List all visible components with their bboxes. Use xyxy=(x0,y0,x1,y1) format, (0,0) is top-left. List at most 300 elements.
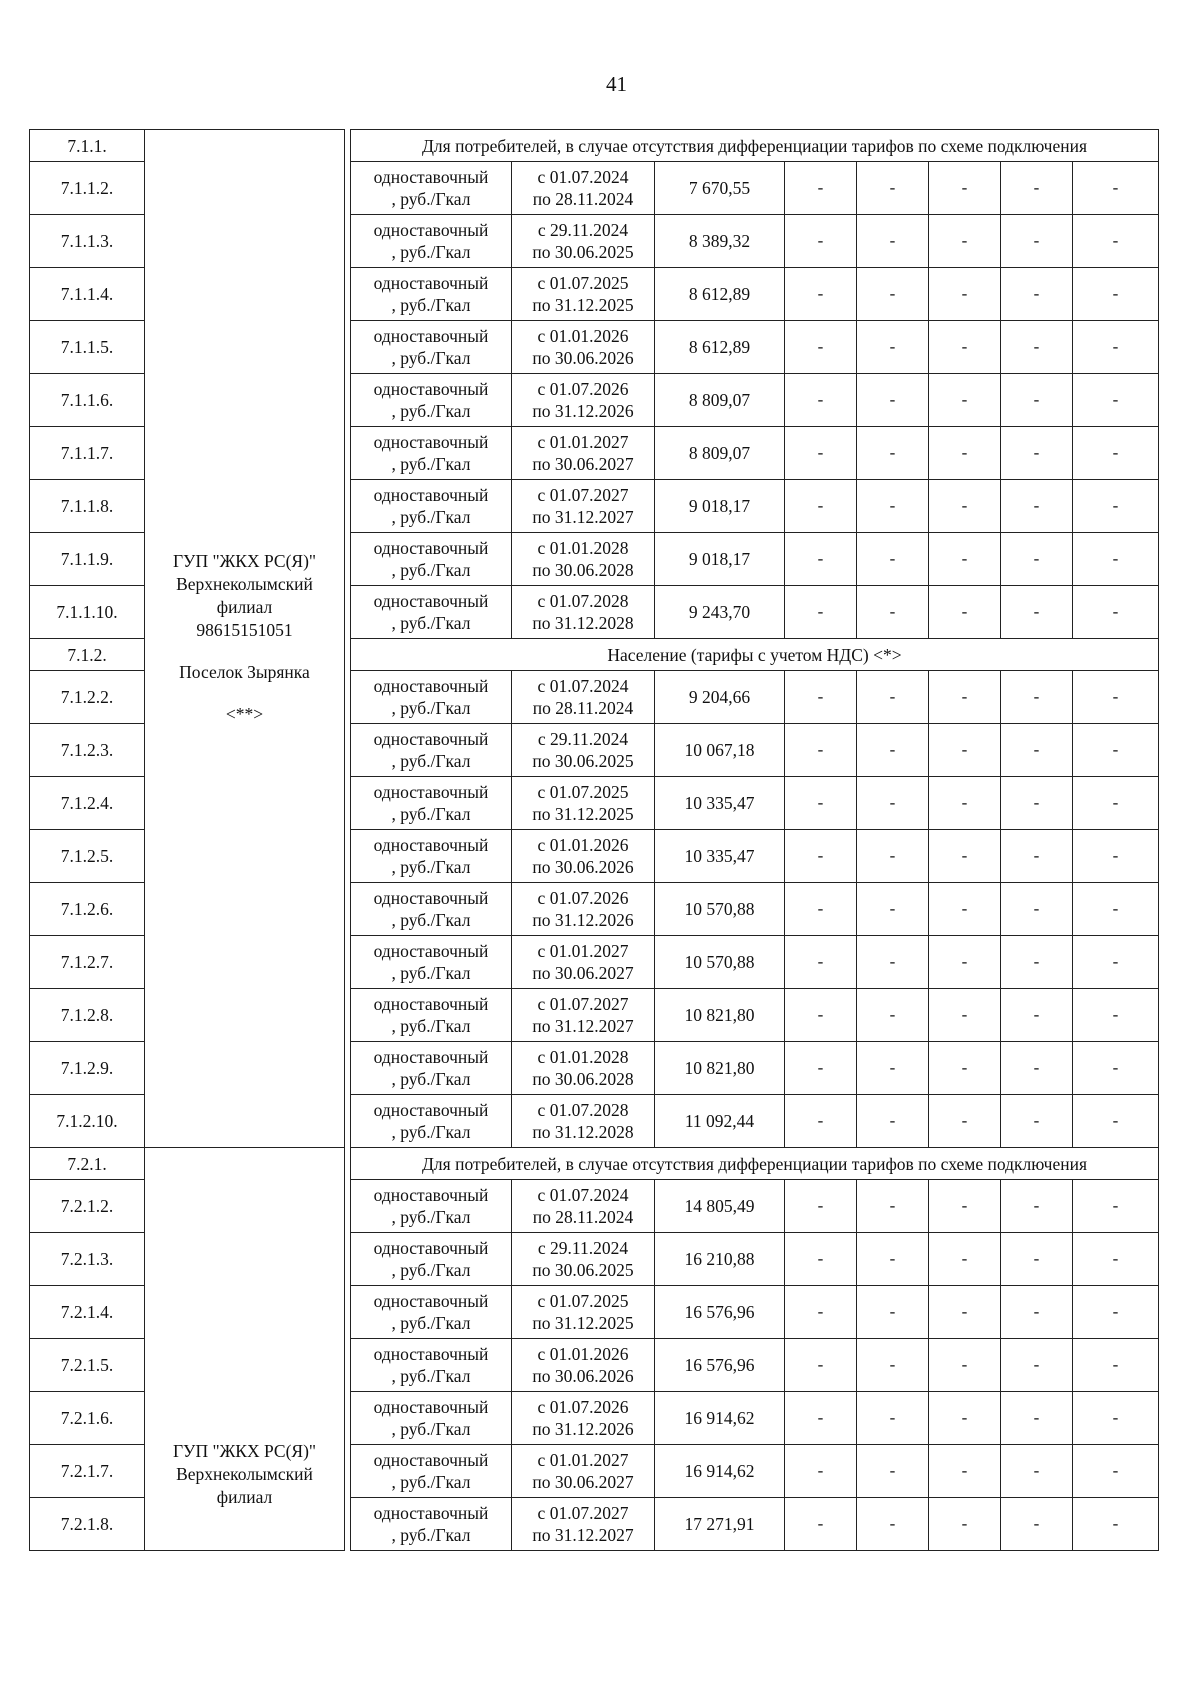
empty-value-dash: - xyxy=(785,777,857,830)
empty-value-dash: - xyxy=(1073,1180,1159,1233)
tariff-value: 9 204,66 xyxy=(655,671,785,724)
empty-value-dash: - xyxy=(1001,268,1073,321)
tariff-type: одноставочный xyxy=(373,888,489,908)
period-cell xyxy=(512,321,655,374)
period-from: с 01.07.2025 xyxy=(537,1291,629,1311)
row-number: 7.1.2.8. xyxy=(30,989,145,1042)
period-cell xyxy=(512,1445,655,1498)
tariff-unit: , руб./Гкал xyxy=(391,401,471,421)
period-to: по 31.12.2028 xyxy=(532,1122,634,1142)
tariff-type: одноставочный xyxy=(373,1238,489,1258)
period-to: по 30.06.2028 xyxy=(532,1069,634,1089)
period-from: с 01.07.2024 xyxy=(537,1185,629,1205)
empty-value-dash: - xyxy=(1001,1445,1073,1498)
tariff-type-cell xyxy=(351,321,512,374)
empty-value-dash: - xyxy=(785,374,857,427)
tariff-type-cell xyxy=(351,1445,512,1498)
empty-value-dash: - xyxy=(857,830,929,883)
empty-value-dash: - xyxy=(1073,830,1159,883)
tariff-type-cell xyxy=(351,1095,512,1148)
period-from: с 01.01.2028 xyxy=(537,538,629,558)
organization-spacer xyxy=(147,642,342,661)
period-to: по 28.11.2024 xyxy=(532,1207,634,1227)
tariff-unit: , руб./Гкал xyxy=(391,454,471,474)
tariff-type-cell xyxy=(351,374,512,427)
empty-value-dash: - xyxy=(1001,374,1073,427)
tariff-type-cell xyxy=(351,671,512,724)
organization-branch2: филиал xyxy=(216,597,273,617)
empty-value-dash: - xyxy=(1073,1339,1159,1392)
period-from: с 01.01.2027 xyxy=(537,941,629,961)
organization-spacer xyxy=(147,684,342,703)
empty-value-dash: - xyxy=(1073,374,1159,427)
empty-value-dash: - xyxy=(1073,1233,1159,1286)
empty-value-dash: - xyxy=(857,1498,929,1551)
tariff-unit: , руб./Гкал xyxy=(391,1313,471,1333)
period-from: с 01.07.2027 xyxy=(537,1503,629,1523)
tariff-table-body xyxy=(30,130,1159,1551)
tariff-unit: , руб./Гкал xyxy=(391,1525,471,1545)
tariff-unit: , руб./Гкал xyxy=(391,857,471,877)
empty-value-dash: - xyxy=(785,1339,857,1392)
period-to: по 31.12.2027 xyxy=(532,507,634,527)
empty-value-dash: - xyxy=(1073,671,1159,724)
tariff-type: одноставочный xyxy=(373,326,489,346)
period-cell xyxy=(512,1180,655,1233)
tariff-value: 10 335,47 xyxy=(655,777,785,830)
tariff-value: 7 670,55 xyxy=(655,162,785,215)
empty-value-dash: - xyxy=(785,936,857,989)
empty-value-dash: - xyxy=(929,830,1001,883)
tariff-type: одноставочный xyxy=(373,1100,489,1120)
tariff-value: 8 809,07 xyxy=(655,374,785,427)
row-number: 7.1.2.9. xyxy=(30,1042,145,1095)
tariff-type: одноставочный xyxy=(373,1450,489,1470)
empty-value-dash: - xyxy=(1073,1286,1159,1339)
organization-branch2: филиал xyxy=(216,1487,273,1507)
period-cell xyxy=(512,586,655,639)
empty-value-dash: - xyxy=(785,1498,857,1551)
empty-value-dash: - xyxy=(929,321,1001,374)
empty-value-dash: - xyxy=(929,989,1001,1042)
organization-branch: Верхнеколымский xyxy=(176,574,313,594)
empty-value-dash: - xyxy=(1073,777,1159,830)
empty-value-dash: - xyxy=(929,777,1001,830)
empty-value-dash: - xyxy=(785,215,857,268)
empty-value-dash: - xyxy=(857,724,929,777)
organization-note: <**> xyxy=(225,704,264,724)
empty-value-dash: - xyxy=(929,268,1001,321)
tariff-type-cell xyxy=(351,1498,512,1551)
tariff-value: 10 570,88 xyxy=(655,883,785,936)
empty-value-dash: - xyxy=(1073,936,1159,989)
empty-value-dash: - xyxy=(857,989,929,1042)
empty-value-dash: - xyxy=(857,1286,929,1339)
empty-value-dash: - xyxy=(929,1180,1001,1233)
page-number: 41 xyxy=(606,72,627,96)
tariff-unit: , руб./Гкал xyxy=(391,1366,471,1386)
period-from: с 29.11.2024 xyxy=(537,1238,629,1258)
empty-value-dash: - xyxy=(857,1445,929,1498)
period-from: с 01.01.2026 xyxy=(537,835,629,855)
empty-value-dash: - xyxy=(1073,215,1159,268)
empty-value-dash: - xyxy=(1001,671,1073,724)
tariff-value: 11 092,44 xyxy=(655,1095,785,1148)
empty-value-dash: - xyxy=(1001,777,1073,830)
tariff-type: одноставочный xyxy=(373,220,489,240)
empty-value-dash: - xyxy=(857,1180,929,1233)
row-number: 7.1.1.4. xyxy=(30,268,145,321)
empty-value-dash: - xyxy=(929,427,1001,480)
row-number: 7.1.2.3. xyxy=(30,724,145,777)
period-cell xyxy=(512,1392,655,1445)
tariff-type: одноставочный xyxy=(373,782,489,802)
organization-settlement: Поселок Зырянка xyxy=(179,662,310,682)
empty-value-dash: - xyxy=(1073,586,1159,639)
tariff-type: одноставочный xyxy=(373,273,489,293)
tariff-type: одноставочный xyxy=(373,994,489,1014)
tariff-type-cell xyxy=(351,586,512,639)
period-from: с 01.07.2027 xyxy=(537,485,629,505)
organization-info xyxy=(147,130,342,726)
period-from: с 01.01.2026 xyxy=(537,326,629,346)
row-number: 7.2.1.7. xyxy=(30,1445,145,1498)
empty-value-dash: - xyxy=(929,374,1001,427)
period-cell xyxy=(512,1339,655,1392)
empty-value-dash: - xyxy=(785,268,857,321)
empty-value-dash: - xyxy=(1001,162,1073,215)
tariff-type: одноставочный xyxy=(373,591,489,611)
period-cell xyxy=(512,936,655,989)
tariff-unit: , руб./Гкал xyxy=(391,1016,471,1036)
organization-info xyxy=(147,1148,342,1509)
row-number: 7.1.1.9. xyxy=(30,533,145,586)
empty-value-dash: - xyxy=(785,1392,857,1445)
empty-value-dash: - xyxy=(785,427,857,480)
empty-value-dash: - xyxy=(857,936,929,989)
empty-value-dash: - xyxy=(785,1180,857,1233)
period-cell xyxy=(512,1233,655,1286)
tariff-type: одноставочный xyxy=(373,538,489,558)
tariff-unit: , руб./Гкал xyxy=(391,1260,471,1280)
period-to: по 31.12.2026 xyxy=(532,910,634,930)
empty-value-dash: - xyxy=(929,1445,1001,1498)
empty-value-dash: - xyxy=(785,1233,857,1286)
period-cell xyxy=(512,374,655,427)
tariff-unit: , руб./Гкал xyxy=(391,910,471,930)
empty-value-dash: - xyxy=(1073,268,1159,321)
empty-value-dash: - xyxy=(929,533,1001,586)
empty-value-dash: - xyxy=(857,321,929,374)
row-number: 7.1.1.10. xyxy=(30,586,145,639)
row-number: 7.1.1.5. xyxy=(30,321,145,374)
tariff-table xyxy=(29,129,1159,1551)
empty-value-dash: - xyxy=(929,1498,1001,1551)
row-number: 7.1.2.5. xyxy=(30,830,145,883)
empty-value-dash: - xyxy=(1001,586,1073,639)
tariff-value: 10 821,80 xyxy=(655,989,785,1042)
period-to: по 31.12.2025 xyxy=(532,295,634,315)
tariff-type: одноставочный xyxy=(373,167,489,187)
period-from: с 01.01.2027 xyxy=(537,432,629,452)
empty-value-dash: - xyxy=(857,883,929,936)
empty-value-dash: - xyxy=(785,162,857,215)
empty-value-dash: - xyxy=(1001,1498,1073,1551)
period-to: по 31.12.2025 xyxy=(532,804,634,824)
period-cell xyxy=(512,1286,655,1339)
period-cell xyxy=(512,1498,655,1551)
organization-code: 98615151051 xyxy=(196,620,293,640)
empty-value-dash: - xyxy=(1001,989,1073,1042)
period-to: по 30.06.2025 xyxy=(532,751,634,771)
empty-value-dash: - xyxy=(857,427,929,480)
empty-value-dash: - xyxy=(857,533,929,586)
tariff-type-cell xyxy=(351,162,512,215)
period-to: по 30.06.2027 xyxy=(532,454,634,474)
tariff-unit: , руб./Гкал xyxy=(391,189,471,209)
tariff-value: 8 809,07 xyxy=(655,427,785,480)
row-number: 7.2.1.2. xyxy=(30,1180,145,1233)
row-number: 7.1.2.6. xyxy=(30,883,145,936)
period-cell xyxy=(512,777,655,830)
period-to: по 31.12.2026 xyxy=(532,1419,634,1439)
row-number: 7.2.1.4. xyxy=(30,1286,145,1339)
period-from: с 01.07.2024 xyxy=(537,167,629,187)
organization-name: ГУП "ЖКХ РС(Я)" xyxy=(172,1441,317,1461)
group-number: 7.2.1. xyxy=(30,1148,145,1180)
empty-value-dash: - xyxy=(857,374,929,427)
tariff-value: 9 018,17 xyxy=(655,533,785,586)
row-number: 7.1.1.7. xyxy=(30,427,145,480)
row-number: 7.1.2.10. xyxy=(30,1095,145,1148)
empty-value-dash: - xyxy=(1001,321,1073,374)
tariff-type-cell xyxy=(351,480,512,533)
period-cell xyxy=(512,427,655,480)
empty-value-dash: - xyxy=(1073,883,1159,936)
tariff-type-cell xyxy=(351,427,512,480)
tariff-unit: , руб./Гкал xyxy=(391,613,471,633)
tariff-type: одноставочный xyxy=(373,676,489,696)
tariff-type-cell xyxy=(351,830,512,883)
tariff-type-cell xyxy=(351,777,512,830)
group-header-row xyxy=(30,1148,1159,1180)
empty-value-dash: - xyxy=(1001,427,1073,480)
empty-value-dash: - xyxy=(1073,162,1159,215)
period-cell xyxy=(512,883,655,936)
row-number: 7.1.2.2. xyxy=(30,671,145,724)
empty-value-dash: - xyxy=(1073,1095,1159,1148)
empty-value-dash: - xyxy=(785,830,857,883)
period-from: с 01.01.2026 xyxy=(537,1344,629,1364)
empty-value-dash: - xyxy=(1001,480,1073,533)
period-to: по 31.12.2027 xyxy=(532,1525,634,1545)
period-to: по 31.12.2025 xyxy=(532,1313,634,1333)
tariff-unit: , руб./Гкал xyxy=(391,560,471,580)
period-to: по 31.12.2027 xyxy=(532,1016,634,1036)
period-to: по 30.06.2026 xyxy=(532,348,634,368)
period-from: с 01.01.2027 xyxy=(537,1450,629,1470)
period-cell xyxy=(512,215,655,268)
group-header-row xyxy=(30,130,1159,162)
empty-value-dash: - xyxy=(857,162,929,215)
tariff-type: одноставочный xyxy=(373,1344,489,1364)
empty-value-dash: - xyxy=(929,586,1001,639)
tariff-type: одноставочный xyxy=(373,1185,489,1205)
empty-value-dash: - xyxy=(929,1339,1001,1392)
tariff-value: 16 210,88 xyxy=(655,1233,785,1286)
tariff-value: 16 576,96 xyxy=(655,1286,785,1339)
tariff-type: одноставочный xyxy=(373,1397,489,1417)
empty-value-dash: - xyxy=(857,1392,929,1445)
period-cell xyxy=(512,1042,655,1095)
empty-value-dash: - xyxy=(1001,1180,1073,1233)
tariff-type: одноставочный xyxy=(373,941,489,961)
row-number: 7.2.1.6. xyxy=(30,1392,145,1445)
empty-value-dash: - xyxy=(857,586,929,639)
empty-value-dash: - xyxy=(929,1392,1001,1445)
period-cell xyxy=(512,268,655,321)
tariff-type-cell xyxy=(351,1180,512,1233)
tariff-type-cell xyxy=(351,1233,512,1286)
tariff-unit: , руб./Гкал xyxy=(391,698,471,718)
empty-value-dash: - xyxy=(1001,1339,1073,1392)
empty-value-dash: - xyxy=(785,1445,857,1498)
period-cell xyxy=(512,724,655,777)
period-from: с 01.07.2025 xyxy=(537,273,629,293)
empty-value-dash: - xyxy=(857,1339,929,1392)
empty-value-dash: - xyxy=(857,480,929,533)
empty-value-dash: - xyxy=(1073,1445,1159,1498)
organization-branch: Верхнеколымский xyxy=(176,1464,313,1484)
period-to: по 30.06.2028 xyxy=(532,560,634,580)
tariff-value: 8 612,89 xyxy=(655,268,785,321)
tariff-type-cell xyxy=(351,936,512,989)
tariff-value: 8 612,89 xyxy=(655,321,785,374)
tariff-value: 17 271,91 xyxy=(655,1498,785,1551)
row-number: 7.2.1.3. xyxy=(30,1233,145,1286)
tariff-type-cell xyxy=(351,1392,512,1445)
tariff-value: 10 821,80 xyxy=(655,1042,785,1095)
empty-value-dash: - xyxy=(785,533,857,586)
tariff-type: одноставочный xyxy=(373,1503,489,1523)
tariff-value: 16 914,62 xyxy=(655,1392,785,1445)
tariff-type-cell xyxy=(351,1042,512,1095)
row-number: 7.1.2.4. xyxy=(30,777,145,830)
period-from: с 01.07.2025 xyxy=(537,782,629,802)
empty-value-dash: - xyxy=(929,1233,1001,1286)
period-cell xyxy=(512,671,655,724)
period-to: по 28.11.2024 xyxy=(532,189,634,209)
row-number: 7.1.1.2. xyxy=(30,162,145,215)
empty-value-dash: - xyxy=(1073,427,1159,480)
row-number: 7.1.1.3. xyxy=(30,215,145,268)
tariff-value: 10 570,88 xyxy=(655,936,785,989)
tariff-type: одноставочный xyxy=(373,379,489,399)
period-cell xyxy=(512,830,655,883)
empty-value-dash: - xyxy=(785,883,857,936)
group-number: 7.1.2. xyxy=(30,639,145,671)
empty-value-dash: - xyxy=(785,1286,857,1339)
tariff-unit: , руб./Гкал xyxy=(391,242,471,262)
empty-value-dash: - xyxy=(1001,1095,1073,1148)
empty-value-dash: - xyxy=(1073,724,1159,777)
tariff-type: одноставочный xyxy=(373,1047,489,1067)
group-title: Для потребителей, в случае отсутствия дифференциации тарифов по схеме подключения xyxy=(351,1148,1159,1180)
tariff-unit: , руб./Гкал xyxy=(391,1419,471,1439)
period-from: с 01.07.2028 xyxy=(537,591,629,611)
empty-value-dash: - xyxy=(1073,321,1159,374)
period-from: с 29.11.2024 xyxy=(537,729,629,749)
empty-value-dash: - xyxy=(785,586,857,639)
tariff-type-cell xyxy=(351,883,512,936)
period-from: с 01.01.2028 xyxy=(537,1047,629,1067)
empty-value-dash: - xyxy=(1001,1233,1073,1286)
period-to: по 30.06.2025 xyxy=(532,1260,634,1280)
period-to: по 28.11.2024 xyxy=(532,698,634,718)
tariff-type: одноставочный xyxy=(373,835,489,855)
tariff-type: одноставочный xyxy=(373,729,489,749)
empty-value-dash: - xyxy=(1001,936,1073,989)
empty-value-dash: - xyxy=(1073,1498,1159,1551)
period-to: по 30.06.2027 xyxy=(532,1472,634,1492)
tariff-type: одноставочный xyxy=(373,432,489,452)
row-number: 7.1.1.8. xyxy=(30,480,145,533)
empty-value-dash: - xyxy=(929,936,1001,989)
tariff-unit: , руб./Гкал xyxy=(391,1069,471,1089)
period-cell xyxy=(512,480,655,533)
row-number: 7.2.1.8. xyxy=(30,1498,145,1551)
empty-value-dash: - xyxy=(857,1095,929,1148)
empty-value-dash: - xyxy=(785,671,857,724)
period-cell xyxy=(512,162,655,215)
tariff-unit: , руб./Гкал xyxy=(391,507,471,527)
group-title: Для потребителей, в случае отсутствия дифференциации тарифов по схеме подключения xyxy=(351,130,1159,162)
period-from: с 01.07.2026 xyxy=(537,379,629,399)
empty-value-dash: - xyxy=(1001,1286,1073,1339)
empty-value-dash: - xyxy=(929,480,1001,533)
empty-value-dash: - xyxy=(1073,1392,1159,1445)
empty-value-dash: - xyxy=(929,1095,1001,1148)
period-to: по 30.06.2026 xyxy=(532,857,634,877)
tariff-type: одноставочный xyxy=(373,485,489,505)
empty-value-dash: - xyxy=(929,671,1001,724)
organization-cell xyxy=(145,130,345,1148)
empty-value-dash: - xyxy=(1001,215,1073,268)
tariff-unit: , руб./Гкал xyxy=(391,1472,471,1492)
empty-value-dash: - xyxy=(929,883,1001,936)
empty-value-dash: - xyxy=(1001,883,1073,936)
empty-value-dash: - xyxy=(785,1042,857,1095)
tariff-unit: , руб./Гкал xyxy=(391,804,471,824)
period-to: по 30.06.2027 xyxy=(532,963,634,983)
empty-value-dash: - xyxy=(785,321,857,374)
tariff-unit: , руб./Гкал xyxy=(391,1122,471,1142)
period-cell xyxy=(512,1095,655,1148)
tariff-type: одноставочный xyxy=(373,1291,489,1311)
tariff-value: 8 389,32 xyxy=(655,215,785,268)
empty-value-dash: - xyxy=(785,724,857,777)
period-to: по 30.06.2025 xyxy=(532,242,634,262)
row-number: 7.1.2.7. xyxy=(30,936,145,989)
organization-name: ГУП "ЖКХ РС(Я)" xyxy=(172,551,317,571)
tariff-unit: , руб./Гкал xyxy=(391,1207,471,1227)
organization-cell xyxy=(145,1148,345,1551)
empty-value-dash: - xyxy=(1001,1042,1073,1095)
tariff-value: 16 576,96 xyxy=(655,1339,785,1392)
empty-value-dash: - xyxy=(929,215,1001,268)
empty-value-dash: - xyxy=(1001,724,1073,777)
empty-value-dash: - xyxy=(857,1233,929,1286)
